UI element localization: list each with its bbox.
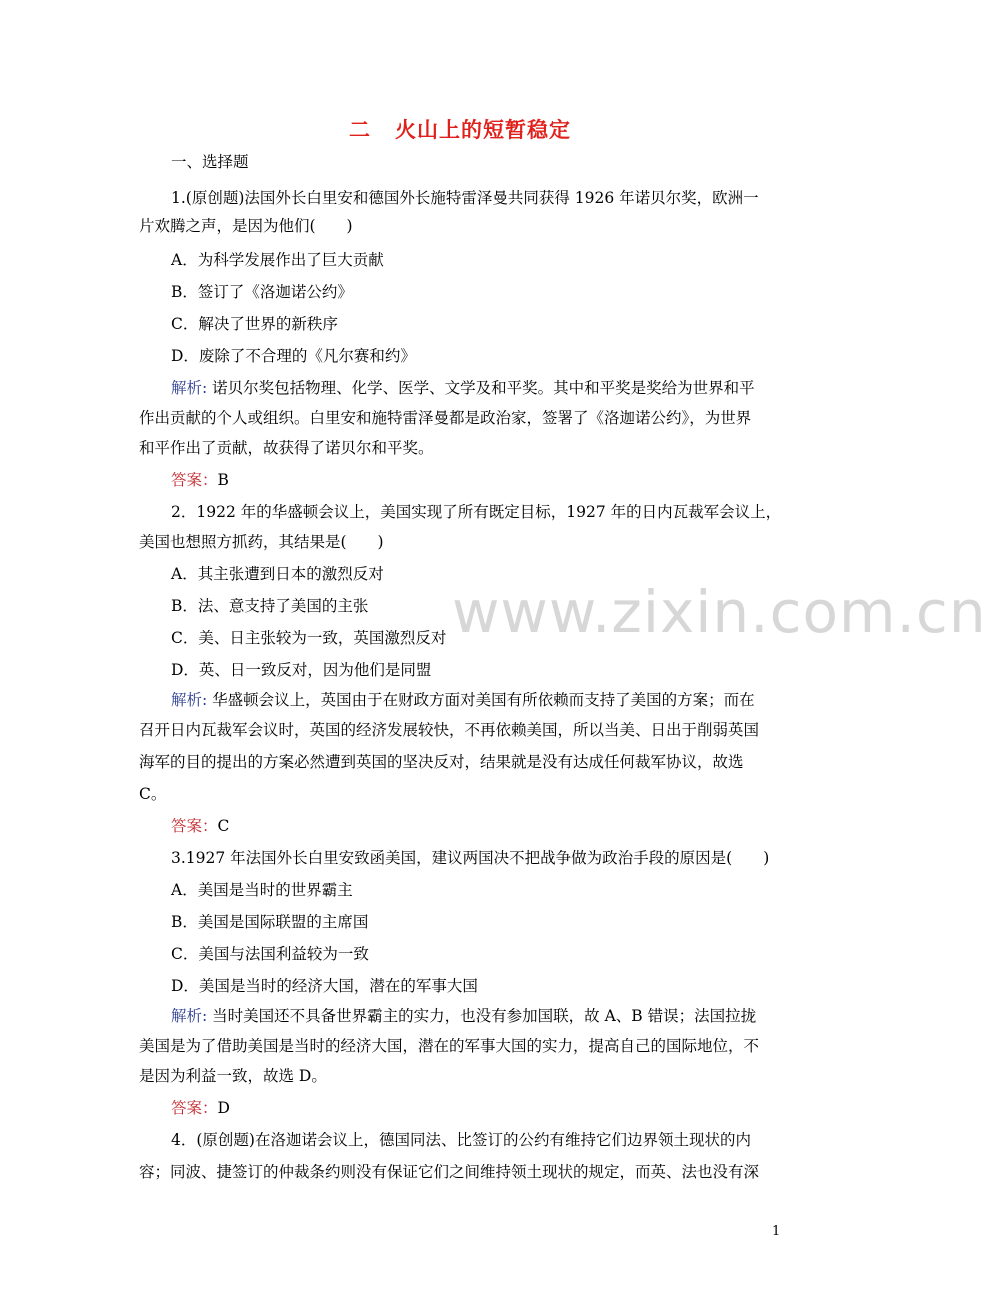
q1-analysis-line-1 <box>171 378 755 398</box>
q1-stem-line-1: 1.(原创题)法国外长白里安和德国外长施特雷泽曼共同获得 1926 年诺贝尔奖，欧洲一 <box>171 189 759 207</box>
q1-analysis-line-2: 作出贡献的个人或组织。白里安和施特雷泽曼都是政治家，签署了《洛迦诺公约》，为世界 <box>139 409 752 427</box>
q2-stem-line-1: 2．1922 年的华盛顿会议上，美国实现了所有既定目标，1927 年的日内瓦裁军会议上， <box>171 503 782 521</box>
q3-analysis-line-2: 美国是为了借助美国是当时的经济大国，潜在的军事大国的实力，提高自己的国际地位，不 <box>139 1037 760 1055</box>
q2-answer-label: 答案： <box>171 817 218 835</box>
q1-analysis-label: 解析: <box>171 379 208 397</box>
q3-analysis-line-1 <box>171 1006 756 1026</box>
q1-stem-line-2: 片欢腾之声，是因为他们( ) <box>139 217 353 235</box>
q1-option-a: A．为科学发展作出了巨大贡献 <box>171 251 384 269</box>
q1-analysis-line-3: 和平作出了贡献，故获得了诺贝尔和平奖。 <box>139 439 434 457</box>
q3-option-b: B．美国是国际联盟的主席国 <box>171 913 369 931</box>
q3-answer-label: 答案： <box>171 1099 218 1117</box>
q4-stem-line-1: 4．(原创题)在洛迦诺会议上，德国同法、比签订的公约有维持它们边界领土现状的内 <box>171 1131 751 1149</box>
q2-option-d: D．英、日一致反对，因为他们是同盟 <box>171 661 432 679</box>
q2-stem-line-2: 美国也想照方抓药，其结果是( ) <box>139 533 384 551</box>
q3-analysis-text: 当时美国还不具备世界霸主的实力，也没有参加国联，故 A、B 错误；法国拉拢 <box>207 1007 757 1025</box>
q1-option-b: B．签订了《洛迦诺公约》 <box>171 283 353 301</box>
watermark: www.zixin.com.cn <box>452 578 987 646</box>
page-number: 1 <box>772 1224 781 1239</box>
title-number: 二 <box>349 118 371 142</box>
q4-stem-line-2: 容；同波、捷签订的仲裁条约则没有保证它们之间维持领土现状的规定，而英、法也没有深 <box>139 1163 760 1181</box>
q1-analysis-text: 诺贝尔奖包括物理、化学、医学、文学及和平奖。其中和平奖是奖给为世界和平 <box>207 379 755 397</box>
q2-option-a: A．其主张遭到日本的激烈反对 <box>171 565 384 583</box>
q2-analysis-line-3: 海军的目的提出的方案必然遭到英国的坚决反对，结果就是没有达成任何裁军协议，故选 <box>139 753 744 771</box>
q2-analysis-line-4: C。 <box>139 785 167 803</box>
q3-answer-value: D <box>217 1099 230 1117</box>
q2-answer-value: C <box>217 817 230 835</box>
q1-answer-label: 答案： <box>171 471 218 489</box>
title-text: 火山上的短暂稳定 <box>395 118 571 142</box>
q2-answer <box>171 816 229 836</box>
q2-option-b: B．法、意支持了美国的主张 <box>171 597 369 615</box>
q3-analysis-line-3: 是因为利益一致，故选 D。 <box>139 1067 327 1085</box>
q2-analysis-label: 解析: <box>171 691 208 709</box>
section-heading: 一、选择题 <box>171 153 249 171</box>
q3-option-c: C．美国与法国利益较为一致 <box>171 945 369 963</box>
q2-analysis-line-1 <box>171 690 755 710</box>
q3-stem-line-1: 3.1927 年法国外长白里安致函美国，建议两国决不把战争做为政治手段的原因是( ) <box>171 849 770 867</box>
q1-answer-value: B <box>217 471 229 489</box>
q3-option-a: A．美国是当时的世界霸主 <box>171 881 353 899</box>
q3-option-d: D．美国是当时的经济大国，潜在的军事大国 <box>171 977 478 995</box>
q1-option-c: C．解决了世界的新秩序 <box>171 315 338 333</box>
q1-answer <box>171 470 229 490</box>
q1-option-d: D．废除了不合理的《凡尔赛和约》 <box>171 347 416 365</box>
q2-analysis-text: 华盛顿会议上，英国由于在财政方面对美国有所依赖而支持了美国的方案；而在 <box>207 691 755 709</box>
q3-answer <box>171 1098 230 1118</box>
page-title <box>0 114 920 144</box>
q2-option-c: C．美、日主张较为一致，英国激烈反对 <box>171 629 447 647</box>
q3-analysis-label: 解析: <box>171 1007 208 1025</box>
q2-analysis-line-2: 召开日内瓦裁军会议时，英国的经济发展较快，不再依赖美国，所以当美、日出于削弱英国 <box>139 721 760 739</box>
